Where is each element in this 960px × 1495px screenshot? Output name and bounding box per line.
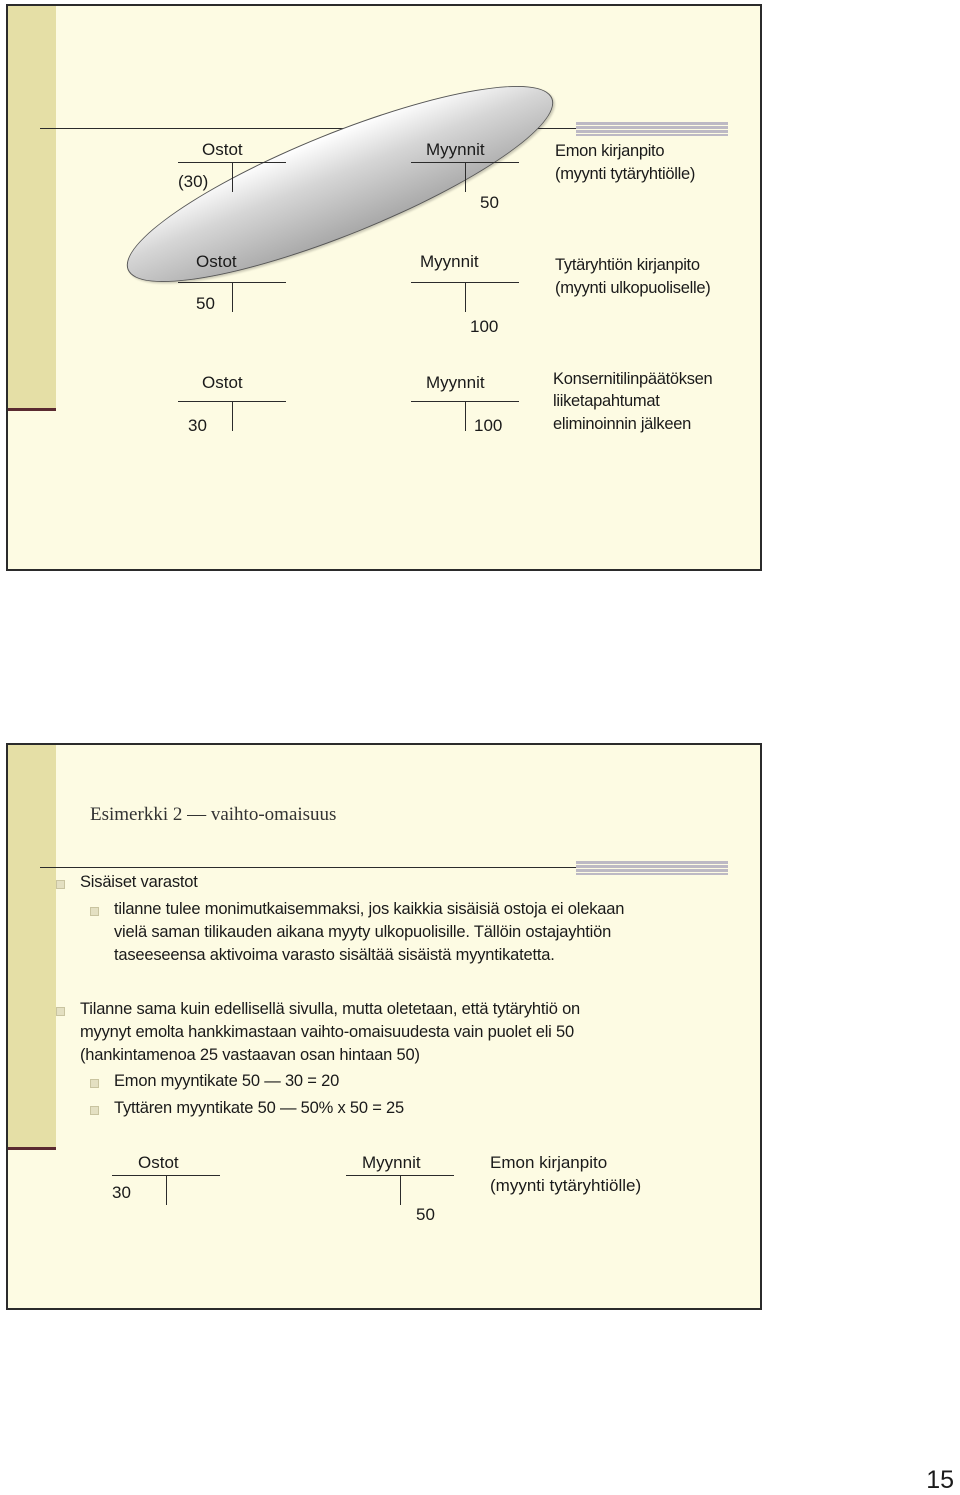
- account-title: Myynnit: [420, 252, 479, 271]
- sub-bullet-text: [114, 898, 624, 967]
- text-line: Tilanne sama kuin edellisellä sivulla, mutta oletetaan, että tytäryhtiö on: [80, 1000, 581, 1018]
- account-debit-value: 50: [196, 294, 215, 313]
- accent-stripe: [576, 861, 728, 875]
- bullet-square-icon: [90, 907, 99, 916]
- text-line: (hankintamenoa 25 vastaavan osan hintaan 50): [80, 1046, 420, 1064]
- account-title: Myynnit: [426, 373, 485, 392]
- caption-line: eliminoinnin jälkeen: [553, 415, 692, 433]
- account-credit-value: 100: [474, 416, 503, 435]
- caption-line: (myynti tytäryhtiölle): [490, 1176, 642, 1195]
- account-title: Ostot: [202, 373, 243, 392]
- bullet-square-icon: [90, 1106, 99, 1115]
- sub-bullet-text: Tyttären myyntikate 50 — 50% x 50 = 25: [114, 1099, 405, 1117]
- account-credit-value: 100: [470, 317, 499, 336]
- account-credit-value: 50: [480, 193, 499, 212]
- bullet-square-icon: [56, 880, 65, 889]
- sub-bullet-text: Emon myyntikate 50 — 30 = 20: [114, 1072, 340, 1090]
- accent-stripe: [576, 122, 728, 136]
- left-accent-bar: [8, 6, 56, 411]
- page-number: 15: [926, 1466, 954, 1494]
- account-title: Ostot: [138, 1153, 179, 1172]
- text-line: taseeseensa aktivoima varasto sisältää sisäistä myyntikatetta.: [114, 946, 555, 964]
- account-title: Myynnit: [426, 140, 485, 159]
- left-accent-bar: [8, 745, 56, 1150]
- bullet-text: [80, 998, 580, 1067]
- caption-line: Emon kirjanpito: [490, 1153, 608, 1172]
- text-line: myynyt emolta hankkimastaan vaihto-omaisuudesta vain puolet eli 50: [80, 1023, 574, 1041]
- slide-title: Esimerkki 2 — vaihto-omaisuus: [90, 804, 337, 825]
- text-line: tilanne tulee monimutkaisemmaksi, jos kaikkia sisäisiä ostoja ei olekaan: [114, 900, 625, 918]
- account-debit-value: 30: [188, 416, 207, 435]
- bullet-text: Sisäiset varastot: [80, 873, 198, 891]
- slide-1: [6, 4, 762, 571]
- account-debit-value: 30: [112, 1183, 131, 1202]
- account-debit-value: (30): [178, 172, 209, 191]
- caption-line: (myynti tytäryhtiölle): [555, 165, 696, 183]
- account-title: Ostot: [202, 140, 243, 159]
- caption-line: liiketapahtumat: [553, 392, 660, 410]
- account-title: Ostot: [196, 252, 237, 271]
- caption-line: Tytäryhtiön kirjanpito: [555, 256, 700, 274]
- account-credit-value: 50: [416, 1205, 435, 1224]
- text-line: vielä saman tilikauden aikana myyty ulkopuolisille. Tällöin ostajayhtiön: [114, 923, 612, 941]
- bullet-square-icon: [90, 1079, 99, 1088]
- caption-line: Emon kirjanpito: [555, 142, 665, 160]
- slide-2: [6, 743, 762, 1310]
- caption-line: (myynti ulkopuoliselle): [555, 279, 711, 297]
- bullet-square-icon: [56, 1007, 65, 1016]
- account-title: Myynnit: [362, 1153, 421, 1172]
- caption-line: Konsernitilinpäätöksen: [553, 370, 713, 388]
